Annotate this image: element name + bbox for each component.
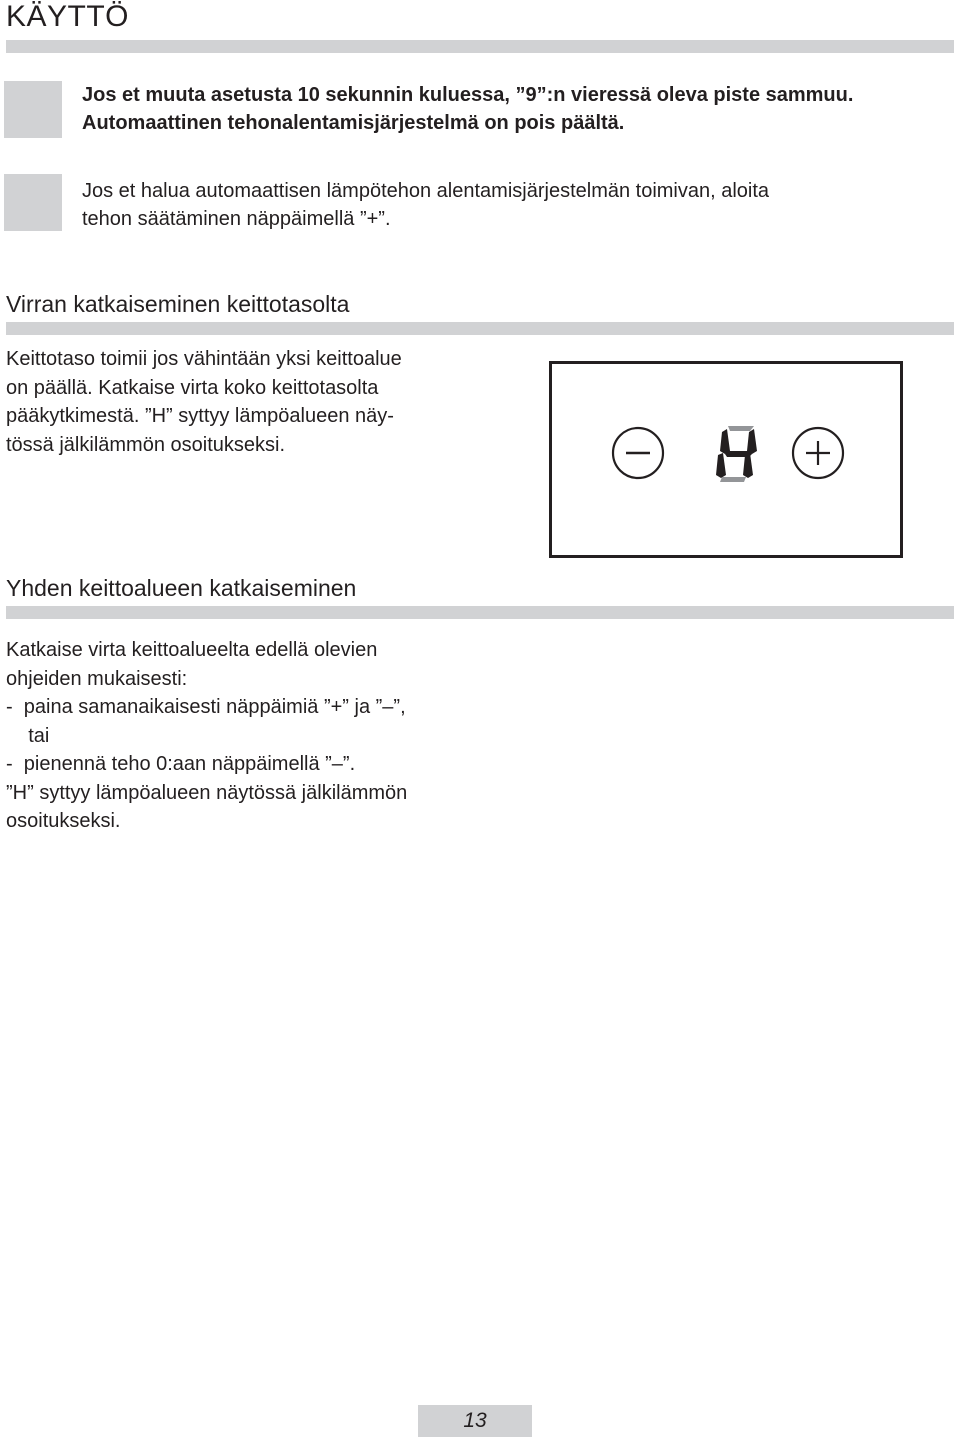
section-1-body xyxy=(6,345,402,459)
note-marker-box xyxy=(4,81,62,138)
section-heading-power-off: Virran katkaiseminen keittotasolta xyxy=(6,291,350,317)
note-1-line-2: Automaattinen tehonalentamisjärjestelmä on pois päältä. xyxy=(82,112,625,134)
body-line: ”H” syttyy lämpöalueen näytössä jälkilämmön xyxy=(6,781,408,804)
section-rule xyxy=(6,606,954,619)
body-line: tössä jälkilämmön osoitukseksi. xyxy=(6,433,285,456)
control-panel-drawing xyxy=(552,364,900,555)
note-2-line-2: tehon säätäminen näppäimellä ”+”. xyxy=(82,208,391,230)
body-line: pääkytkimestä. ”H” syttyy lämpöalueen näy- xyxy=(6,405,394,427)
title-rule xyxy=(6,40,954,53)
note-1-line-1: Jos et muuta asetusta 10 sekunnin kuluessa, ”9”:n vieressä oleva piste sammuu. xyxy=(82,84,854,106)
body-line: Katkaise virta keittoalueelta edellä olevien xyxy=(6,639,378,661)
minus-circle-icon xyxy=(613,428,663,478)
page-title: KÄYTTÖ xyxy=(6,0,130,33)
body-line: - paina samanaikaisesti näppäimiä ”+” ja ”–”, xyxy=(6,696,406,718)
body-line: tai xyxy=(6,724,50,747)
page-number: 13 xyxy=(418,1405,532,1437)
control-panel-illustration xyxy=(549,361,903,558)
plus-circle-icon xyxy=(793,428,843,478)
display-digit-h xyxy=(716,426,757,482)
section-rule xyxy=(6,322,954,335)
body-line: osoitukseksi. xyxy=(6,810,121,832)
note-2-line-1: Jos et halua automaattisen lämpötehon alentamisjärjestelmän toimivan, aloita xyxy=(82,180,770,202)
section-2-body xyxy=(6,636,407,836)
body-line: ohjeiden mukaisesti: xyxy=(6,667,188,690)
section-heading-zone-off: Yhden keittoalueen katkaiseminen xyxy=(6,575,357,601)
note-1 xyxy=(82,81,960,137)
body-line: - pienennä teho 0:aan näppäimellä ”–”. xyxy=(6,753,356,775)
note-marker-box xyxy=(4,174,62,231)
body-line: Keittotaso toimii jos vähintään yksi keittoalue xyxy=(6,348,402,370)
note-2 xyxy=(82,177,960,233)
body-line: on päällä. Katkaise virta koko keittotasolta xyxy=(6,376,379,399)
